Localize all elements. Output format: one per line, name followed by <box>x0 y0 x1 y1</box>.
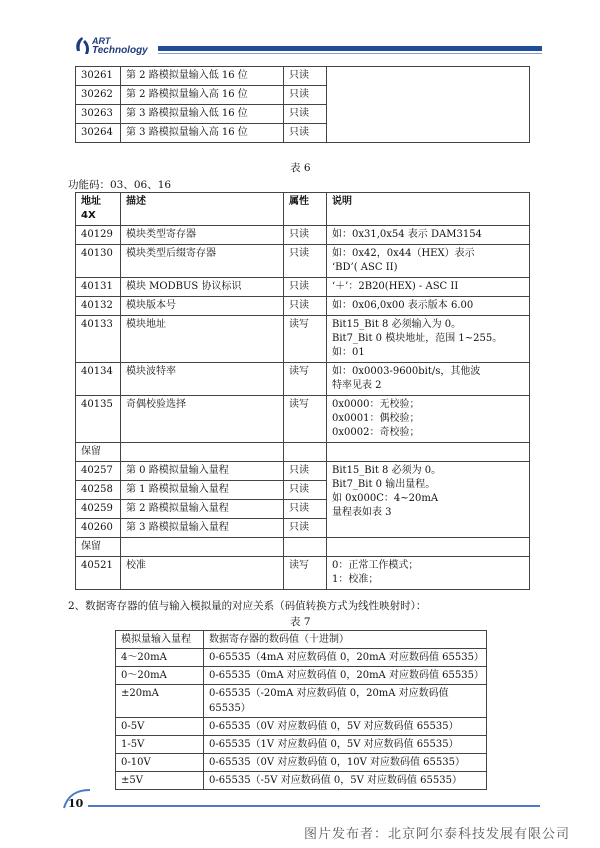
cell-attribute: 只读 <box>284 481 327 500</box>
cell-description: 模块版本号 <box>121 297 284 316</box>
table-row <box>116 754 487 772</box>
cell-attribute: 只读 <box>284 245 327 278</box>
cell-input-range: ±5V <box>116 772 204 790</box>
table-row <box>76 396 530 443</box>
table-row <box>116 718 487 736</box>
table-row <box>76 363 530 396</box>
cell-input-range: 0-10V <box>116 754 204 772</box>
cell-attribute: 只读 <box>284 226 327 245</box>
table-row <box>76 462 530 481</box>
table-row <box>76 278 530 297</box>
table-row <box>116 736 487 754</box>
logo-text <box>92 37 148 55</box>
cell-code-value: 0-65535（0V 对应数码值 0，5V 对应数码值 65535） <box>204 718 487 736</box>
header-rule <box>158 53 542 54</box>
cell-attribute <box>284 443 327 462</box>
header-address: 地址 4X <box>76 193 121 226</box>
cell-address: 30261 <box>76 67 121 86</box>
header-code-value: 数据寄存器的数码值（十进制） <box>204 631 487 649</box>
cell-note: 如：0x42，0x44（HEX）表示 ‘BD’( ASC II) <box>327 245 530 278</box>
table-row <box>76 67 530 86</box>
cell-attribute: 只读 <box>284 278 327 297</box>
cell-attribute: 只读 <box>284 67 327 86</box>
cell-attribute: 读写 <box>284 363 327 396</box>
logo-line1: ART <box>92 36 111 46</box>
table-row <box>76 538 530 557</box>
table7-caption: 表 7 <box>290 616 311 628</box>
cell-attribute: 只读 <box>284 500 327 519</box>
cell-code-value: 0-65535（0V 对应数码值 0，10V 对应数码值 65535） <box>204 754 487 772</box>
cell-address: 30263 <box>76 105 121 124</box>
header-note: 说明 <box>327 193 530 226</box>
cell-address: 40131 <box>76 278 121 297</box>
cell-attribute: 只读 <box>284 462 327 481</box>
cell-note: 如：0x06,0x00 表示版本 6.00 <box>327 297 530 316</box>
cell-attribute: 只读 <box>284 86 327 105</box>
table-row <box>116 649 487 667</box>
header-bar <box>158 46 542 51</box>
cell-description: 第 2 路模拟量输入高 16 位 <box>121 86 284 105</box>
cell-attribute: 只读 <box>284 519 327 538</box>
cell-attribute: 读写 <box>284 557 327 590</box>
register-table-continued <box>75 66 530 143</box>
cell-attribute: 只读 <box>284 297 327 316</box>
cell-description: 校准 <box>121 557 284 590</box>
cell-attribute <box>284 538 327 557</box>
footer-rule <box>88 805 540 807</box>
table7 <box>115 630 487 790</box>
table-row <box>76 297 530 316</box>
cell-description <box>121 538 284 557</box>
table6 <box>75 192 530 590</box>
cell-note: Bit15_Bit 8 必须输入为 0。 Bit7_Bit 0 模块地址，范围 1~255。 如：01 <box>327 316 530 363</box>
cell-address: 40135 <box>76 396 121 443</box>
cell-attribute: 读写 <box>284 316 327 363</box>
table-row <box>76 226 530 245</box>
cell-description: 第 2 路模拟量输入量程 <box>121 500 284 519</box>
publisher-watermark: 图片发布者：北京阿尔泰科技发展有限公司 <box>304 827 571 842</box>
table-row <box>76 443 530 462</box>
cell-note: ‘＋’：2B20(HEX) - ASC II <box>327 278 530 297</box>
cell-note: 如：0x31,0x54 表示 DAM3154 <box>327 226 530 245</box>
cell-address: 40134 <box>76 363 121 396</box>
table-header-row <box>116 631 487 649</box>
page-header <box>0 0 600 62</box>
cell-input-range: 0-5V <box>116 718 204 736</box>
cell-code-value: 0-65535（-20mA 对应数码值 0，20mA 对应数码值 65535） <box>204 685 487 718</box>
function-code: 功能码：03、06、16 <box>68 179 172 191</box>
cell-address: 保留 <box>76 443 121 462</box>
cell-description: 模块 MODBUS 协议标识 <box>121 278 284 297</box>
cell-description: 第 3 路模拟量输入低 16 位 <box>121 105 284 124</box>
cell-address: 40259 <box>76 500 121 519</box>
cell-address: 40129 <box>76 226 121 245</box>
cell-address: 40130 <box>76 245 121 278</box>
table-row <box>116 772 487 790</box>
cell-input-range: 0～20mA <box>116 667 204 685</box>
cell-description: 第 3 路模拟量输入量程 <box>121 519 284 538</box>
cell-code-value: 0-65535（4mA 对应数码值 0，20mA 对应数码值 65535） <box>204 649 487 667</box>
logo-line2: Technology <box>92 45 148 56</box>
header-description: 描述 <box>121 193 284 226</box>
page-number: 10 <box>68 797 84 810</box>
table-header-row <box>76 193 530 226</box>
cell-description: 第 0 路模拟量输入量程 <box>121 462 284 481</box>
cell-address: 40258 <box>76 481 121 500</box>
header-input-range: 模拟量输入量程 <box>116 631 204 649</box>
cell-address: 40521 <box>76 557 121 590</box>
cell-note-empty <box>327 67 530 143</box>
cell-address: 保留 <box>76 538 121 557</box>
cell-note <box>327 538 530 557</box>
cell-code-value: 0-65535（0mA 对应数码值 0，20mA 对应数码值 65535） <box>204 667 487 685</box>
cell-attribute: 读写 <box>284 396 327 443</box>
cell-range-note: Bit15_Bit 8 必须为 0。 Bit7_Bit 0 输出量程。 如 0x000C：4~20mA 量程表如表 3 <box>327 462 530 538</box>
table6-caption: 表 6 <box>290 162 311 174</box>
table-row <box>76 316 530 363</box>
cell-attribute: 只读 <box>284 105 327 124</box>
cell-description: 奇偶校验选择 <box>121 396 284 443</box>
cell-address: 40260 <box>76 519 121 538</box>
cell-description: 模块类型后缀寄存器 <box>121 245 284 278</box>
cell-description: 第 1 路模拟量输入量程 <box>121 481 284 500</box>
cell-description: 第 3 路模拟量输入高 16 位 <box>121 124 284 143</box>
cell-address: 40133 <box>76 316 121 363</box>
cell-description: 模块波特率 <box>121 363 284 396</box>
cell-note: 如：0x0003-9600bit/s，其他波 特率见表 2 <box>327 363 530 396</box>
table-row <box>116 685 487 718</box>
cell-description: 模块地址 <box>121 316 284 363</box>
table-row <box>76 245 530 278</box>
cell-note: 0x0000：无校验； 0x0001：偶校验； 0x0002：奇校验； <box>327 396 530 443</box>
cell-note <box>327 443 530 462</box>
cell-code-value: 0-65535（-5V 对应数码值 0，5V 对应数码值 65535） <box>204 772 487 790</box>
cell-description: 第 2 路模拟量输入低 16 位 <box>121 67 284 86</box>
cell-description <box>121 443 284 462</box>
cell-note: 0：正常工作模式； 1：校准； <box>327 557 530 590</box>
cell-address: 40132 <box>76 297 121 316</box>
cell-address: 30264 <box>76 124 121 143</box>
cell-input-range: ±20mA <box>116 685 204 718</box>
cell-address: 30262 <box>76 86 121 105</box>
art-logo-icon <box>74 36 90 56</box>
cell-input-range: 4～20mA <box>116 649 204 667</box>
cell-attribute: 只读 <box>284 124 327 143</box>
cell-input-range: 1-5V <box>116 736 204 754</box>
section2-heading: 2、数据寄存器的值与输入模拟量的对应关系（码值转换方式为线性映射时）： <box>68 600 427 612</box>
cell-address: 40257 <box>76 462 121 481</box>
cell-code-value: 0-65535（1V 对应数码值 0，5V 对应数码值 65535） <box>204 736 487 754</box>
header-attribute: 属性 <box>284 193 327 226</box>
cell-description: 模块类型寄存器 <box>121 226 284 245</box>
table-row <box>76 557 530 590</box>
table-row <box>116 667 487 685</box>
